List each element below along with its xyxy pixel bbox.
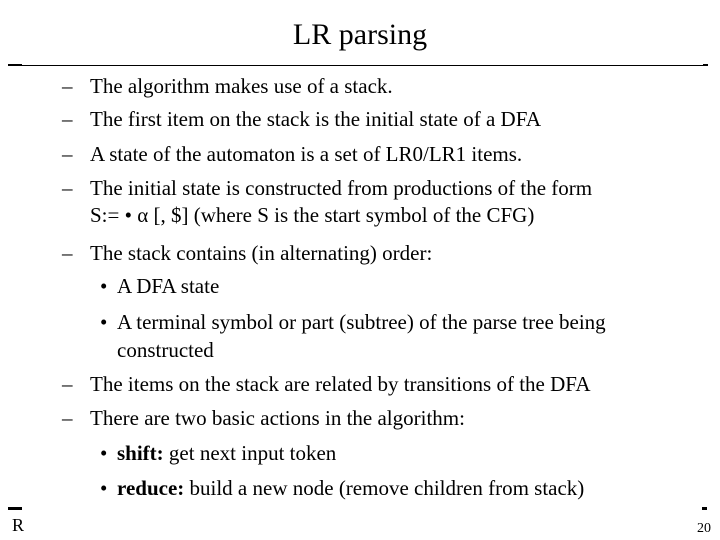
list-item-text: A state of the automaton is a set of LR0/LR1 items. — [90, 142, 523, 166]
list-item-text: The stack contains (in alternating) order: — [90, 241, 433, 265]
corner-mark-top-right — [703, 64, 708, 66]
term-reduce: reduce: — [117, 476, 185, 500]
title-divider — [16, 65, 706, 66]
footer-label: R — [12, 515, 25, 535]
term-reduce-description: build a new node (remove children from stack) — [184, 476, 585, 500]
sub-list-item-text: A terminal symbol or part (subtree) of the parse tree being — [117, 310, 606, 334]
bullet-marker: • — [100, 310, 108, 334]
list-item-text: The first item on the stack is the initial state of a DFA — [90, 107, 542, 131]
dash-marker: – — [62, 372, 73, 396]
sub-list-item-text: constructed — [117, 338, 214, 362]
dash-marker: – — [62, 241, 73, 265]
bullet-marker: • — [100, 476, 108, 500]
dash-marker: – — [62, 74, 73, 98]
list-item-text: There are two basic actions in the algorithm: — [90, 406, 465, 430]
dash-marker: – — [62, 142, 73, 166]
sub-list-item-text: A DFA state — [117, 274, 220, 298]
dash-marker: – — [62, 107, 73, 131]
corner-mark-bottom-right — [702, 507, 707, 510]
list-item-text: The items on the stack are related by transitions of the DFA — [90, 372, 591, 396]
list-item-text: The algorithm makes use of a stack. — [90, 74, 393, 98]
list-item-text: The initial state is constructed from productions of the form — [90, 176, 593, 200]
bullet-marker: • — [100, 441, 108, 465]
term-shift: shift: — [117, 441, 164, 465]
sub-list-item-text — [117, 439, 336, 468]
dash-marker: – — [62, 406, 73, 430]
list-item-text: S:= • α [, $] (where S is the start symbol of the CFG) — [90, 203, 535, 227]
bullet-marker: • — [100, 274, 108, 298]
term-shift-description: get next input token — [163, 441, 337, 465]
page-number: 20 — [697, 521, 711, 536]
corner-mark-top-left — [8, 64, 22, 66]
corner-mark-bottom-left — [8, 507, 22, 510]
sub-list-item-text — [117, 474, 584, 503]
dash-marker: – — [62, 176, 73, 200]
slide-title: LR parsing — [292, 18, 428, 51]
